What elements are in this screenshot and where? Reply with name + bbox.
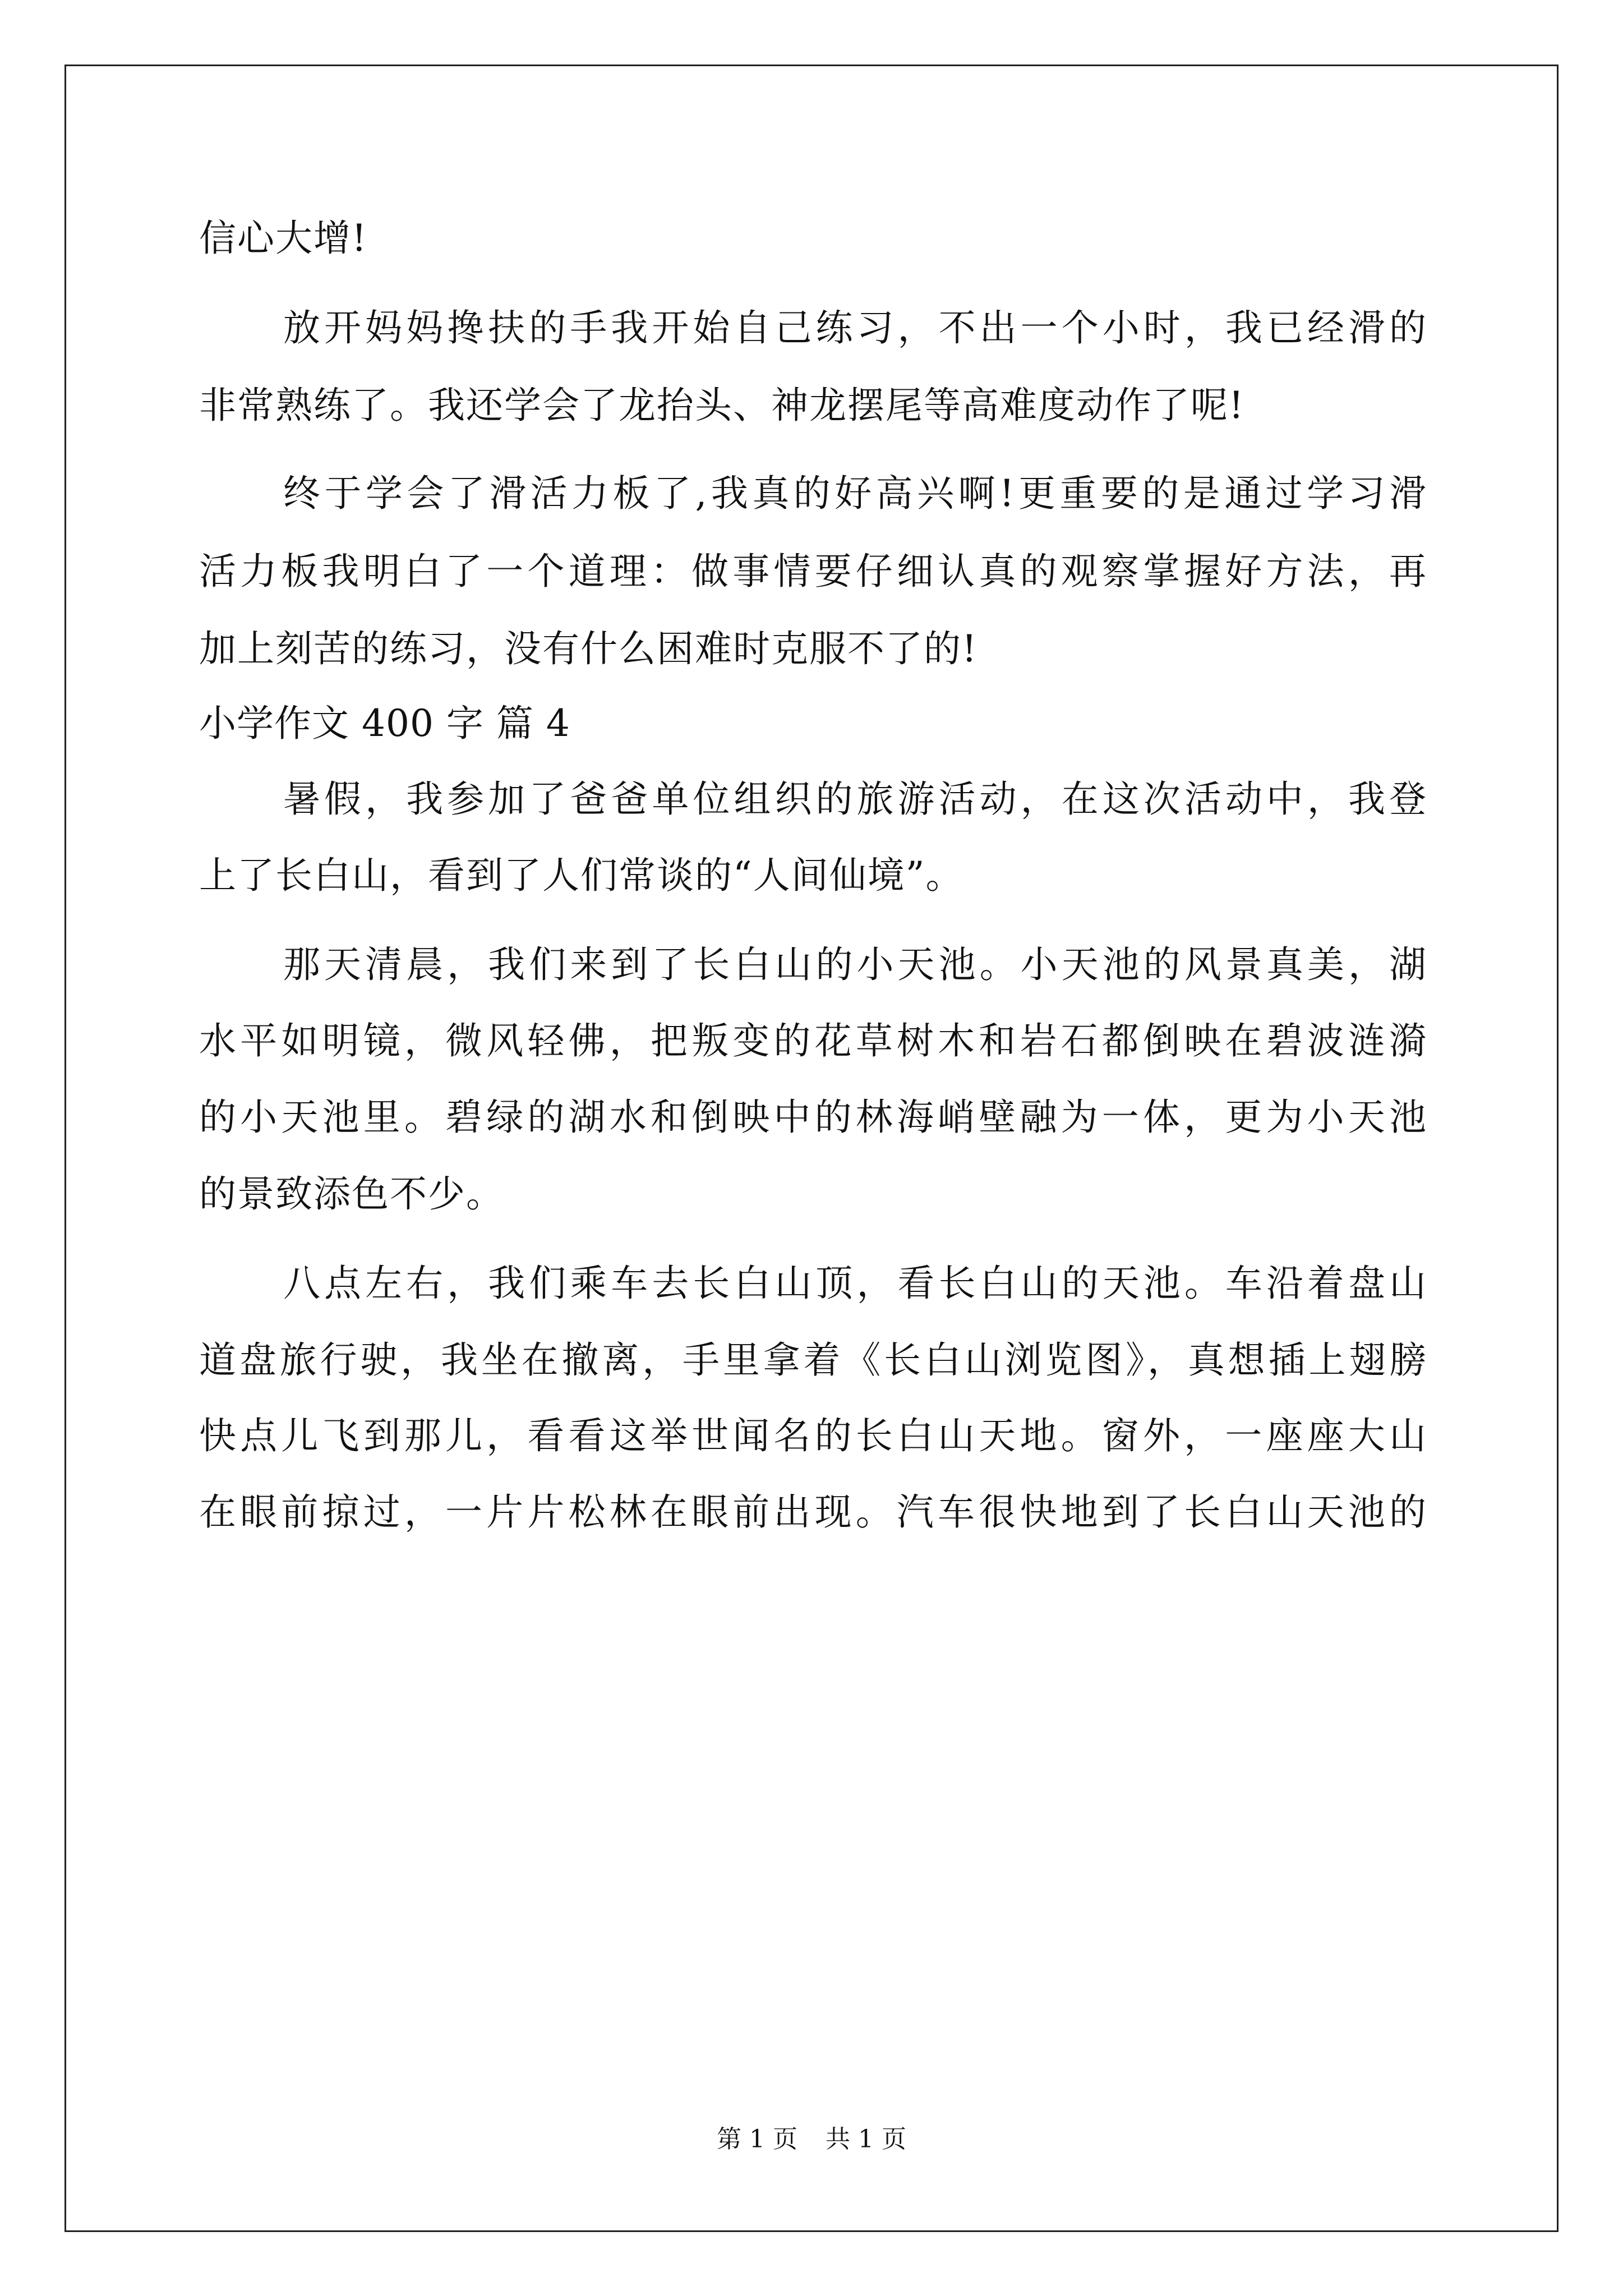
text-line: 的小天池里。碧绿的湖水和倒映中的林海峭壁融为一体，更为小天池 (199, 1096, 1427, 1139)
paragraph-first-line: 那天清晨，我们来到了长白山的小天池。小天池的风景真美，湖 (283, 943, 1427, 986)
text-line: 快点儿飞到那儿，看看这举世闻名的长白山天地。窗外，一座座大山 (199, 1414, 1427, 1457)
page-number: 第 1 页 (717, 2125, 797, 2154)
text-line: 活力板我明白了一个道理：做事情要仔细认真的观察掌握好方法，再 (199, 550, 1427, 593)
paragraph-first-line: 放开妈妈搀扶的手我开始自己练习，不出一个小时，我已经滑的 (283, 306, 1427, 349)
text-line: 水平如明镜，微风轻佛，把叛变的花草树木和岩石都倒映在碧波涟漪 (199, 1019, 1427, 1062)
text-line: 上了长白山，看到了人们常谈的“人间仙境”。 (199, 854, 964, 897)
text-line: 的景致添色不少。 (199, 1172, 504, 1216)
text-line: 信心大增! (199, 217, 368, 260)
page-footer (0, 2123, 1623, 2156)
paragraph-first-line: 暑假，我参加了爸爸单位组织的旅游活动，在这次活动中，我登 (283, 777, 1427, 821)
text-line: 在眼前掠过，一片片松林在眼前出现。汽车很快地到了长白山天池的 (199, 1490, 1427, 1534)
section-heading: 小学作文 400 字 篇 4 (199, 702, 570, 745)
page-total: 共 1 页 (826, 2125, 906, 2154)
paragraph-first-line: 八点左右，我们乘车去长白山顶，看长白山的天池。车沿着盘山 (283, 1262, 1427, 1305)
paragraph-first-line: 终于学会了滑活力板了,我真的好高兴啊!更重要的是通过学习滑 (283, 472, 1427, 515)
text-line: 加上刻苦的练习，没有什么困难时克服不了的! (199, 627, 978, 670)
text-line: 非常熟练了。我还学会了龙抬头、神龙摆尾等高难度动作了呢! (199, 384, 1245, 427)
text-line: 道盘旅行驶，我坐在撤离，手里拿着《长白山浏览图》，真想插上翅膀 (199, 1338, 1427, 1382)
